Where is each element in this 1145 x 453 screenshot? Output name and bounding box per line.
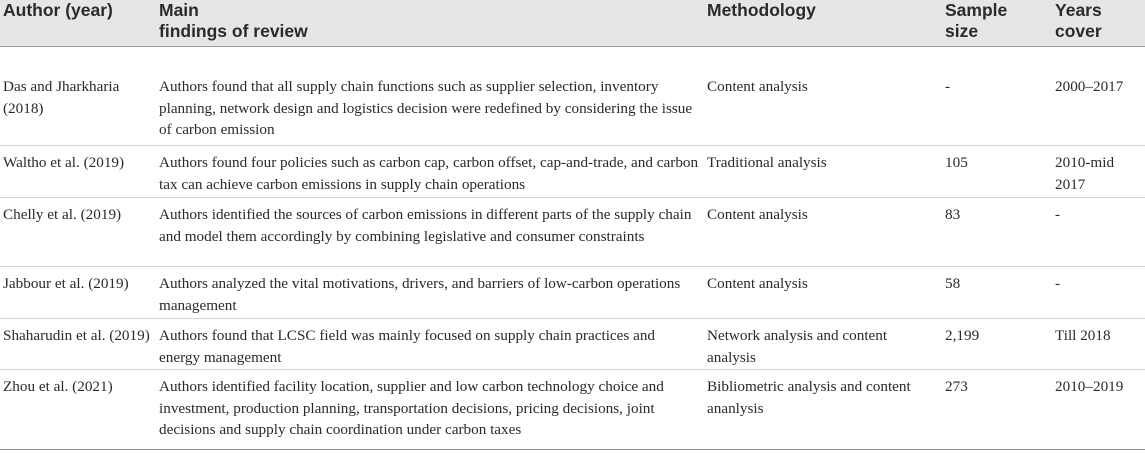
cell-findings: Authors identified the sources of carbon emissions in different parts of the supply chain and model them accordingly by combining legislative and consumer constraints (159, 206, 692, 245)
cell-methodology: Network analysis and content analysis (707, 327, 888, 366)
cell-years-cover: 2010–2019 (1055, 378, 1124, 395)
cell-years-cover: 2000–2017 (1055, 78, 1124, 95)
table-row (0, 146, 1145, 198)
cell-author: Chelly et al. (2019) (3, 206, 122, 223)
cell-sample-size: 58 (945, 275, 961, 292)
cell-findings: Authors found four policies such as carbon cap, carbon offset, cap-and-trade, and carbon tax can achieve carbon emissions in supply chain operations (159, 154, 699, 193)
cell-author: Zhou et al. (2021) (3, 378, 113, 395)
cell-author: Shaharudin et al. (2019) (3, 327, 150, 344)
cell-findings: Authors analyzed the vital motivations, drivers, and barriers of low-carbon operations management (159, 275, 681, 314)
cell-methodology: Content analysis (707, 206, 808, 223)
cell-years-cover: 2010-mid 2017 (1055, 154, 1115, 193)
header-methodology: Methodology (707, 0, 816, 20)
cell-findings: Authors found that all supply chain functions such as supplier selection, inventory planning, network design and logistics decision were redefined by considering the issue of carbon emission (159, 78, 693, 138)
cell-sample-size: 83 (945, 206, 961, 223)
header-main-findings: Main findings of review (159, 0, 308, 41)
cell-years-cover: - (1055, 275, 1061, 292)
table-row (0, 198, 1145, 267)
table-row (0, 319, 1145, 370)
cell-findings: Authors identified facility location, supplier and low carbon technology choice and investment, production planning, transportation decisions, pricing decisions, joint decisions and supply chain coordination under carbon taxes (159, 378, 664, 438)
cell-methodology: Content analysis (707, 78, 808, 95)
header-sample-size: Sample size (945, 0, 1008, 41)
table-row (0, 70, 1145, 146)
cell-methodology: Traditional analysis (707, 154, 827, 171)
cell-sample-size: - (945, 78, 951, 95)
cell-sample-size: 273 (945, 378, 968, 395)
cell-years-cover: - (1055, 206, 1061, 223)
header-years-cover: Years cover (1055, 0, 1102, 41)
cell-findings: Authors found that LCSC field was mainly focused on supply chain practices and energy management (159, 327, 656, 366)
cell-author: Jabbour et al. (2019) (3, 275, 129, 292)
table-header-row (0, 0, 1145, 47)
cell-author: Waltho et al. (2019) (3, 154, 125, 171)
cell-sample-size: 2,199 (945, 327, 980, 344)
cell-methodology: Content analysis (707, 275, 808, 292)
cell-author: Das and Jharkharia (2018) (3, 78, 120, 117)
cell-methodology: Bibliometric analysis and content ananlysis (707, 378, 911, 417)
cell-sample-size: 105 (945, 154, 968, 171)
table-row (0, 370, 1145, 450)
table-row (0, 267, 1145, 319)
header-author-year: Author (year) (3, 0, 113, 20)
cell-years-cover: Till 2018 (1055, 327, 1111, 344)
